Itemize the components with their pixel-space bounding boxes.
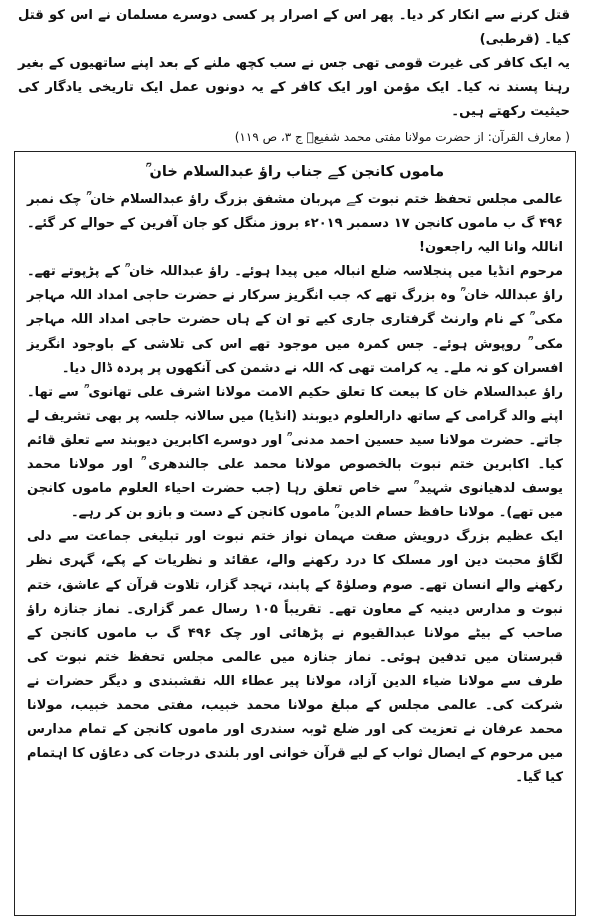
article-body — [27, 188, 563, 790]
article-title: ماموں کانجن کے جناب راؤ عبدالسلام خان ؒ — [145, 164, 445, 180]
article-paragraph-1: عالمی مجلس تحفظ ختم نبوت کے مہربان مشفق بزرگ راؤ عبدالسلام خان ؒ چک نمبر ۴۹۶ گ ب ماموں کانجن ۱۷ دسمبر ۲۰۱۹ء بروز منگل کو جان آفرین کے حوالے کر گئے۔ اناللہ وانا الیہ راجعون! — [27, 192, 563, 256]
article-paragraph-4: ایک عظیم بزرگ درویش صفت مہمان نواز ختم نبوت اور تبلیغی جماعت سے دلی لگاؤ محبت دین اور مسلک کا درد رکھنے والے، عقائد و نظریات کے پکے، گہری نظر رکھنے والے انسان تھے۔ صوم وصلوٰۃ کے پابند، تہجد گزار، تلاوت قرآن کے عاشق، ختم نبوت و مدارس دینیہ کے معاون تھے۔ تقریباً ۱۰۵ رسال عمر گزاری۔ نماز جنازہ راؤ صاحب کے بیٹے مولانا عبدالقیوم نے پڑھائی اور چک ۴۹۶ گ ب ماموں کانجن کے قبرستان میں تدفین ہوئی۔ نماز جنازہ میں عالمی مجلس تحفظ ختم نبوت کی طرف سے مولانا ضیاء الدین آزاد، مولانا پیر عطاء اللہ نقشبندی و دیگر حضرات نے شرکت کی۔ عالمی مجلس کے مبلغ مولانا محمد خبیب، مفتی محمد خبیب، مولانا محمد عرفان نے تعزیت کی اور ضلع ٹوبہ سندری اور ماموں کانجن کے تمام مدارس میں مرحوم کے ایصال ثواب کے لیے قرآن خوانی اور بلندی درجات کی دعاؤں کا اہتمام کیا گیا۔ — [27, 529, 564, 786]
intro-section — [18, 4, 570, 148]
article-box — [14, 151, 576, 916]
intro-citation: ( معارف القرآن: از حضرت مولانا مفتی محمد شفیعؒ ج ۳، ص ۱۱۹) — [234, 130, 570, 144]
article-paragraph-3: راؤ عبدالسلام خان کا بیعت کا تعلق حکیم الامت مولانا اشرف علی تھانوی ؒ سے تھا۔ اپنے والد گرامی کے ساتھ دارالعلوم دیوبند (انڈیا) میں سالانہ جلسہ پر بھی تشریف لے جاتے۔ حضرت مولانا سید حسین احمد مدنی ؒ اور دوسرے اکابرین دیوبند سے تعلق قائم کیا۔ اکابرین ختم نبوت بالخصوص مولانا محمد علی جالندھری ؒ اور مولانا محمد یوسف لدھیانوی شہید ؒ سے خاص تعلق رہا (جب حضرت احیاء العلوم ماموں کانجن میں تھے)۔ مولانا حافظ حسام الدین ؒ ماموں کانجن کے دست و بازو بن کر رہے۔ — [27, 384, 563, 521]
article-paragraph-2: مرحوم انڈیا میں پنجلاسہ ضلع انبالہ میں پیدا ہوئے۔ راؤ عبداللہ خان ؒ کے پڑپوتے تھے۔ راؤ عبداللہ خان ؒ وہ بزرگ تھے کہ جب انگریز سرکار نے حضرت حاجی امداد اللہ مہاجر مکی ؒ کے نام وارنٹ گرفتاری جاری کیے تو ان کے ہاں حضرت حاجی امداد اللہ مہاجر مکی ؒ روپوش ہوئے۔ جس کمرہ میں موجود تھے اس کی تلاشی کے باوجود انگریز افسران کو نہ ملے۔ یہ کرامت تھی کہ اللہ نے دشمن کی آنکھوں پر پردہ ڈال دیا۔ — [27, 264, 563, 376]
intro-paragraph-1: قتل کرنے سے انکار کر دیا۔ پھر اس کے اصرار پر کسی دوسرے مسلمان نے اس کو قتل کیا۔ (قرطبی) — [18, 8, 570, 47]
intro-paragraph-2: یہ ایک کافر کی غیرت قومی تھی جس نے سب کچھ ملنے کے بعد اپنے ساتھیوں کے بغیر رہنا پسند نہ کیا۔ ایک مؤمن اور ایک کافر کے یہ دونوں عمل ایک تاریخی یادگار کی حیثیت رکھتے ہیں۔ — [18, 56, 570, 119]
